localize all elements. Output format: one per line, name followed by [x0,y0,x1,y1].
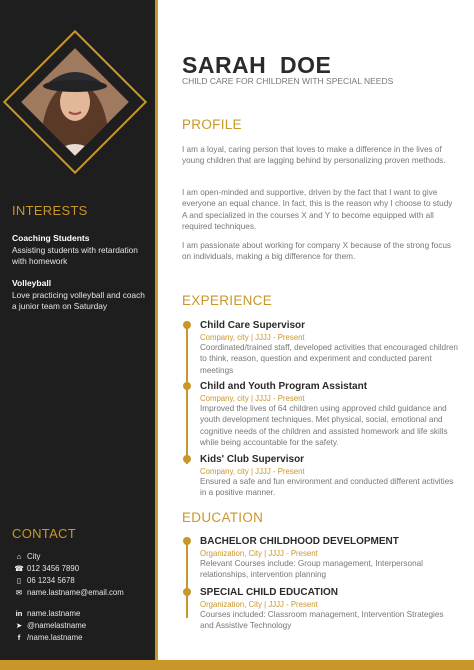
experience-timeline [186,324,188,464]
email-icon: ✉ [15,588,23,597]
phone-icon: ☎ [14,564,24,573]
contact-mobile [14,576,75,585]
contact-linkedin[interactable] [14,609,80,618]
profile-paragraph: I am open-minded and supportive, driven by the fact that I want to give everyone an equal chance. In fact, this is the reason why I choose to study A and specialized in the courses X and Y to become equipped with all required techniques. [182,188,453,231]
degree-description: Courses included: Classroom management, Intervention Strategies and Assistive Technology [200,610,444,631]
city-text: City [27,552,41,561]
degree-meta: Organization, City | JJJJ - Present [200,600,318,609]
email-text[interactable]: name.lastname@email.com [27,588,124,597]
timeline-dot [183,588,191,596]
mobile-icon: ▯ [16,576,22,585]
profile-heading: PROFILE [182,117,242,132]
contact-city [14,552,40,561]
facebook-icon: f [17,633,21,642]
contact-twitter[interactable] [14,621,86,630]
education-timeline [186,540,188,618]
timeline-dot [183,321,191,329]
phone-text: 012 3456 7890 [27,564,80,573]
contact-facebook[interactable] [14,633,82,642]
twitter-icon: ➤ [15,621,23,630]
job-meta: Company, city | JJJJ - Present [200,394,305,403]
home-icon: ⌂ [16,552,22,561]
interest-title: Coaching Students [12,233,90,243]
job-description: Coordinated/trained staff, developed activities that encouraged children to think, reason, question and experiment and conducted parent meetings [200,343,458,375]
profile-paragraph: I am passionate about working for company X because of the strong focus on individuals, making a big difference for them. [182,241,451,262]
accent-stripe [155,0,158,660]
job-meta: Company, city | JJJJ - Present [200,333,305,342]
interests-heading: INTERESTS [12,203,88,218]
degree-description: Relevant Courses include: Group management, Interpersonal relationships, intervention planning [200,559,424,580]
profile-paragraph: I am a loyal, caring person that loves to make a difference in the lives of young children that are lagging behind by personalizing proven methods. [182,145,446,166]
facebook-text[interactable]: /name.lastname [27,633,83,642]
full-name: SARAH DOE [182,52,332,78]
contact-email[interactable] [14,588,124,597]
contact-phone [14,564,79,573]
experience-heading: EXPERIENCE [182,293,273,308]
interest-text: Love practicing volleyball and coach a junior team on Saturday [12,290,145,311]
interest-text: Assisting students with retardation with homework [12,245,138,266]
job-description: Improved the lives of 64 children using approved child guidance and youth development techniques. Met physical, social, emotional and cognitive needs of the children and assisted homework and life skills while being accountable for the safety. [200,404,448,447]
degree-meta: Organization, City | JJJJ - Present [200,549,318,558]
interest-title: Volleyball [12,278,52,288]
education-heading: EDUCATION [182,510,264,525]
timeline-dot [183,455,191,463]
degree-title: BACHELOR CHILDHOOD DEVELOPMENT [200,536,399,547]
timeline-dot [183,537,191,545]
job-title: Kids' Club Supervisor [200,454,305,465]
job-title: Child and Youth Program Assistant [200,381,368,392]
mobile-text: 06 1234 5678 [27,576,75,585]
timeline-dot [183,382,191,390]
linkedin-text[interactable]: name.lastname [27,609,81,618]
job-meta: Company, city | JJJJ - Present [200,467,305,476]
linkedin-icon: in [15,609,23,618]
degree-title: SPECIAL CHILD EDUCATION [200,587,338,598]
job-description: Ensured a safe and fun environment and conducted different activities in a positive manner. [200,477,454,498]
twitter-text[interactable]: @namelastname [27,621,87,630]
bottom-accent-bar [0,660,474,670]
job-subtitle: CHILD CARE FOR CHILDREN WITH SPECIAL NEEDS [182,76,394,86]
job-title: Child Care Supervisor [200,320,306,331]
contact-heading: CONTACT [12,526,76,541]
